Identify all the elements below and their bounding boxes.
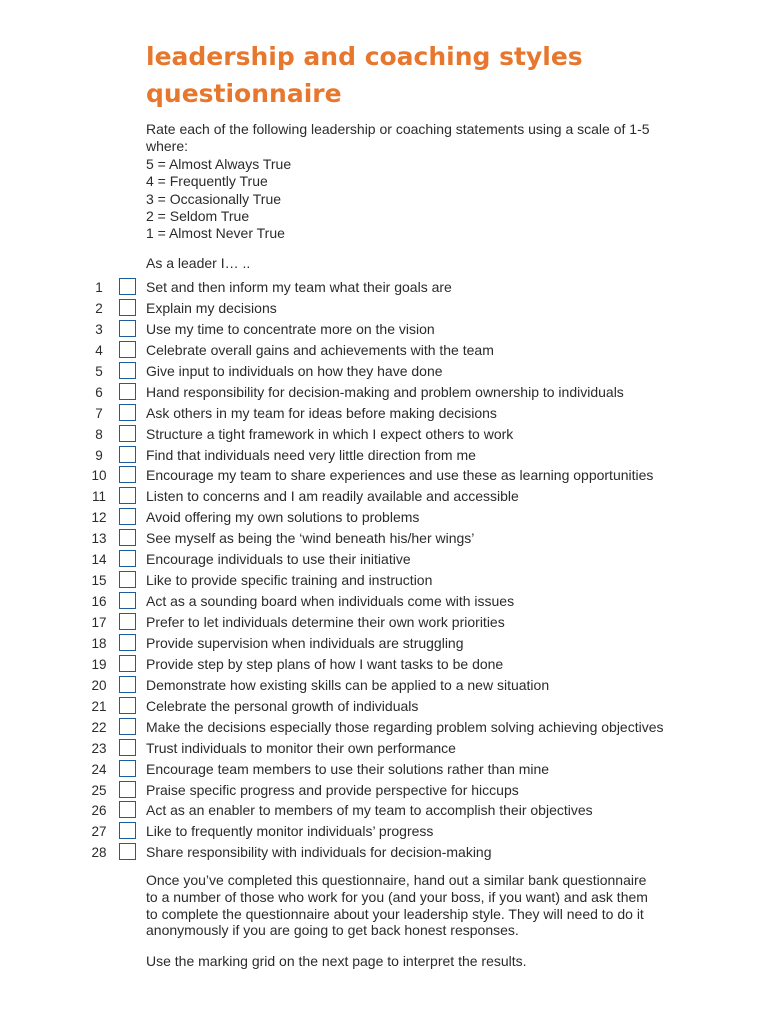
- statement-text: Hand responsibility for decision-making and problem ownership to individuals: [146, 383, 624, 400]
- rating-box[interactable]: [119, 822, 136, 839]
- statement-text: Avoid offering my own solutions to problems: [146, 509, 420, 526]
- statement-row: [0, 654, 768, 675]
- statement-number: 9: [95, 447, 103, 463]
- statement-text: Celebrate overall gains and achievements with the team: [146, 341, 494, 358]
- statement-row: [0, 319, 768, 340]
- statement-row: [0, 591, 768, 612]
- rating-box[interactable]: [119, 718, 136, 735]
- statement-text: Share responsibility with individuals for decision-making: [146, 844, 492, 861]
- rating-box[interactable]: [119, 592, 136, 609]
- statement-row: [0, 570, 768, 591]
- rating-box[interactable]: [119, 613, 136, 630]
- statement-number: 22: [91, 719, 107, 735]
- rating-box[interactable]: [119, 383, 136, 400]
- statement-row: [0, 759, 768, 780]
- statement-row: [0, 382, 768, 403]
- statement-number: 12: [91, 510, 107, 526]
- statement-row: [0, 465, 768, 486]
- rating-box[interactable]: [119, 781, 136, 798]
- rating-box[interactable]: [119, 278, 136, 295]
- rating-box[interactable]: [119, 655, 136, 672]
- rating-box[interactable]: [119, 676, 136, 693]
- statement-text: Act as a sounding board when individuals come with issues: [146, 593, 515, 610]
- statement-text: See myself as being the ‘wind beneath his/her wings’: [146, 530, 475, 547]
- page-title-line-1: leadership and coaching styles: [146, 42, 583, 71]
- statement-row: [0, 633, 768, 654]
- statement-text: Give input to individuals on how they have done: [146, 362, 443, 379]
- statement-number: 16: [91, 594, 107, 610]
- statement-text: Ask others in my team for ideas before making decisions: [146, 404, 497, 421]
- scale-item-1: 1 = Almost Never True: [146, 225, 285, 242]
- statement-number: 6: [95, 384, 103, 400]
- statement-list: [0, 277, 768, 863]
- scale-item-4: 4 = Frequently True: [146, 173, 268, 190]
- statement-row: [0, 549, 768, 570]
- statement-text: Like to frequently monitor individuals’ progress: [146, 823, 434, 840]
- statement-row: [0, 738, 768, 759]
- rating-box[interactable]: [119, 425, 136, 442]
- statement-number: 8: [95, 426, 103, 442]
- statement-text: Prefer to let individuals determine their own work priorities: [146, 614, 505, 630]
- rating-box[interactable]: [119, 362, 136, 379]
- statement-row: [0, 800, 768, 821]
- statement-row: [0, 424, 768, 445]
- statement-number: 23: [91, 740, 107, 756]
- rating-box[interactable]: [119, 739, 136, 756]
- statement-number: 1: [95, 280, 103, 295]
- statement-number: 14: [91, 552, 107, 568]
- statement-number: 17: [91, 615, 107, 630]
- statement-number: 2: [95, 300, 103, 316]
- instructions: [146, 121, 726, 243]
- statement-row: [0, 842, 768, 863]
- statement-text: Explain my decisions: [146, 299, 277, 316]
- scale-item-3: 3 = Occasionally True: [146, 190, 282, 207]
- statement-row: [0, 717, 768, 738]
- statement-number: 28: [91, 845, 107, 861]
- statement-text: Use my time to concentrate more on the vision: [146, 320, 435, 337]
- rating-box[interactable]: [119, 529, 136, 546]
- rating-box[interactable]: [119, 341, 136, 358]
- statement-number: 26: [91, 803, 107, 819]
- marking-note: Use the marking grid on the next page to interpret the results.: [146, 953, 527, 969]
- statement-row: [0, 340, 768, 361]
- rating-box[interactable]: [119, 760, 136, 777]
- scale-item-2: 2 = Seldom True: [146, 208, 250, 225]
- rating-box[interactable]: [119, 466, 136, 483]
- rating-box[interactable]: [119, 571, 136, 588]
- rating-box[interactable]: [119, 550, 136, 567]
- statement-number: 25: [91, 782, 107, 798]
- page-title-line-2: questionnaire: [146, 79, 342, 108]
- statement-row: [0, 298, 768, 319]
- statement-number: 4: [95, 342, 103, 358]
- rating-box[interactable]: [119, 508, 136, 525]
- statement-text: Provide supervision when individuals are struggling: [146, 634, 464, 651]
- statement-row: [0, 528, 768, 549]
- statement-row: [0, 445, 768, 466]
- statement-row: [0, 507, 768, 528]
- statement-text: Provide step by step plans of how I want tasks to be done: [146, 655, 504, 672]
- statement-row: [0, 486, 768, 507]
- statement-row: [0, 696, 768, 717]
- statement-text: Celebrate the personal growth of individuals: [146, 697, 419, 714]
- statement-text: Demonstrate how existing skills can be applied to a new situation: [146, 676, 550, 693]
- statement-text: Find that individuals need very little direction from me: [146, 446, 476, 463]
- statement-number: 13: [91, 531, 107, 547]
- statement-number: 24: [91, 761, 107, 777]
- closing-line-2: to a number of those who work for you (and your boss, if you want) and ask them: [146, 888, 648, 905]
- statement-text: Set and then inform my team what their goals are: [146, 279, 452, 295]
- statement-row: [0, 612, 768, 633]
- rating-box[interactable]: [119, 320, 136, 337]
- statement-text: Act as an enabler to members of my team to accomplish their objectives: [146, 802, 593, 819]
- statement-number: 3: [95, 321, 103, 337]
- statement-text: Trust individuals to monitor their own performance: [146, 739, 456, 756]
- closing-line-3: to complete the questionnaire about your leadership style. They will need to do it: [146, 905, 644, 922]
- statement-text: Encourage individuals to use their initiative: [146, 551, 411, 568]
- statement-row: [0, 277, 768, 298]
- rating-box[interactable]: [119, 446, 136, 463]
- statement-number: 11: [91, 489, 106, 505]
- rating-box[interactable]: [119, 299, 136, 316]
- statement-row: [0, 361, 768, 382]
- statement-row: [0, 675, 768, 696]
- statement-text: Praise specific progress and provide perspective for hiccups: [146, 781, 519, 798]
- lead-in-text: As a leader I… ..: [146, 255, 251, 271]
- closing-line-1: Once you’ve completed this questionnaire, hand out a similar bank questionnaire: [146, 872, 647, 888]
- closing-paragraph: [146, 872, 736, 939]
- rating-box[interactable]: [119, 404, 136, 421]
- rating-box[interactable]: [119, 843, 136, 860]
- statement-number: 7: [95, 405, 103, 421]
- statement-row: [0, 403, 768, 424]
- statement-number: 21: [91, 698, 107, 714]
- statement-number: 15: [91, 573, 107, 589]
- statement-number: 5: [95, 363, 103, 379]
- page-title: [146, 38, 746, 112]
- statement-text: Listen to concerns and I am readily available and accessible: [146, 488, 519, 505]
- statement-text: Structure a tight framework in which I expect others to work: [146, 425, 514, 442]
- statement-text: Make the decisions especially those regarding problem solving achieving objectives: [146, 718, 664, 735]
- rating-box[interactable]: [119, 697, 136, 714]
- statement-number: 20: [91, 677, 107, 693]
- rating-box[interactable]: [119, 634, 136, 651]
- instructions-line-2: where:: [146, 138, 189, 155]
- statement-row: [0, 821, 768, 842]
- scale-item-5: 5 = Almost Always True: [146, 155, 292, 172]
- statement-number: 27: [91, 824, 107, 840]
- statement-text: Encourage team members to use their solutions rather than mine: [146, 760, 550, 777]
- closing-line-4: anonymously if you are going to get back honest responses.: [146, 922, 519, 939]
- statement-number: 18: [91, 635, 107, 651]
- statement-text: Like to provide specific training and instruction: [146, 572, 433, 589]
- statement-text: Encourage my team to share experiences and use these as learning opportunities: [146, 467, 654, 484]
- rating-box[interactable]: [119, 487, 136, 504]
- statement-row: [0, 780, 768, 801]
- statement-number: 10: [91, 468, 107, 484]
- instructions-line-1: Rate each of the following leadership or coaching statements using a scale of 1-5: [146, 121, 650, 137]
- rating-box[interactable]: [119, 801, 136, 818]
- statement-number: 19: [91, 656, 107, 672]
